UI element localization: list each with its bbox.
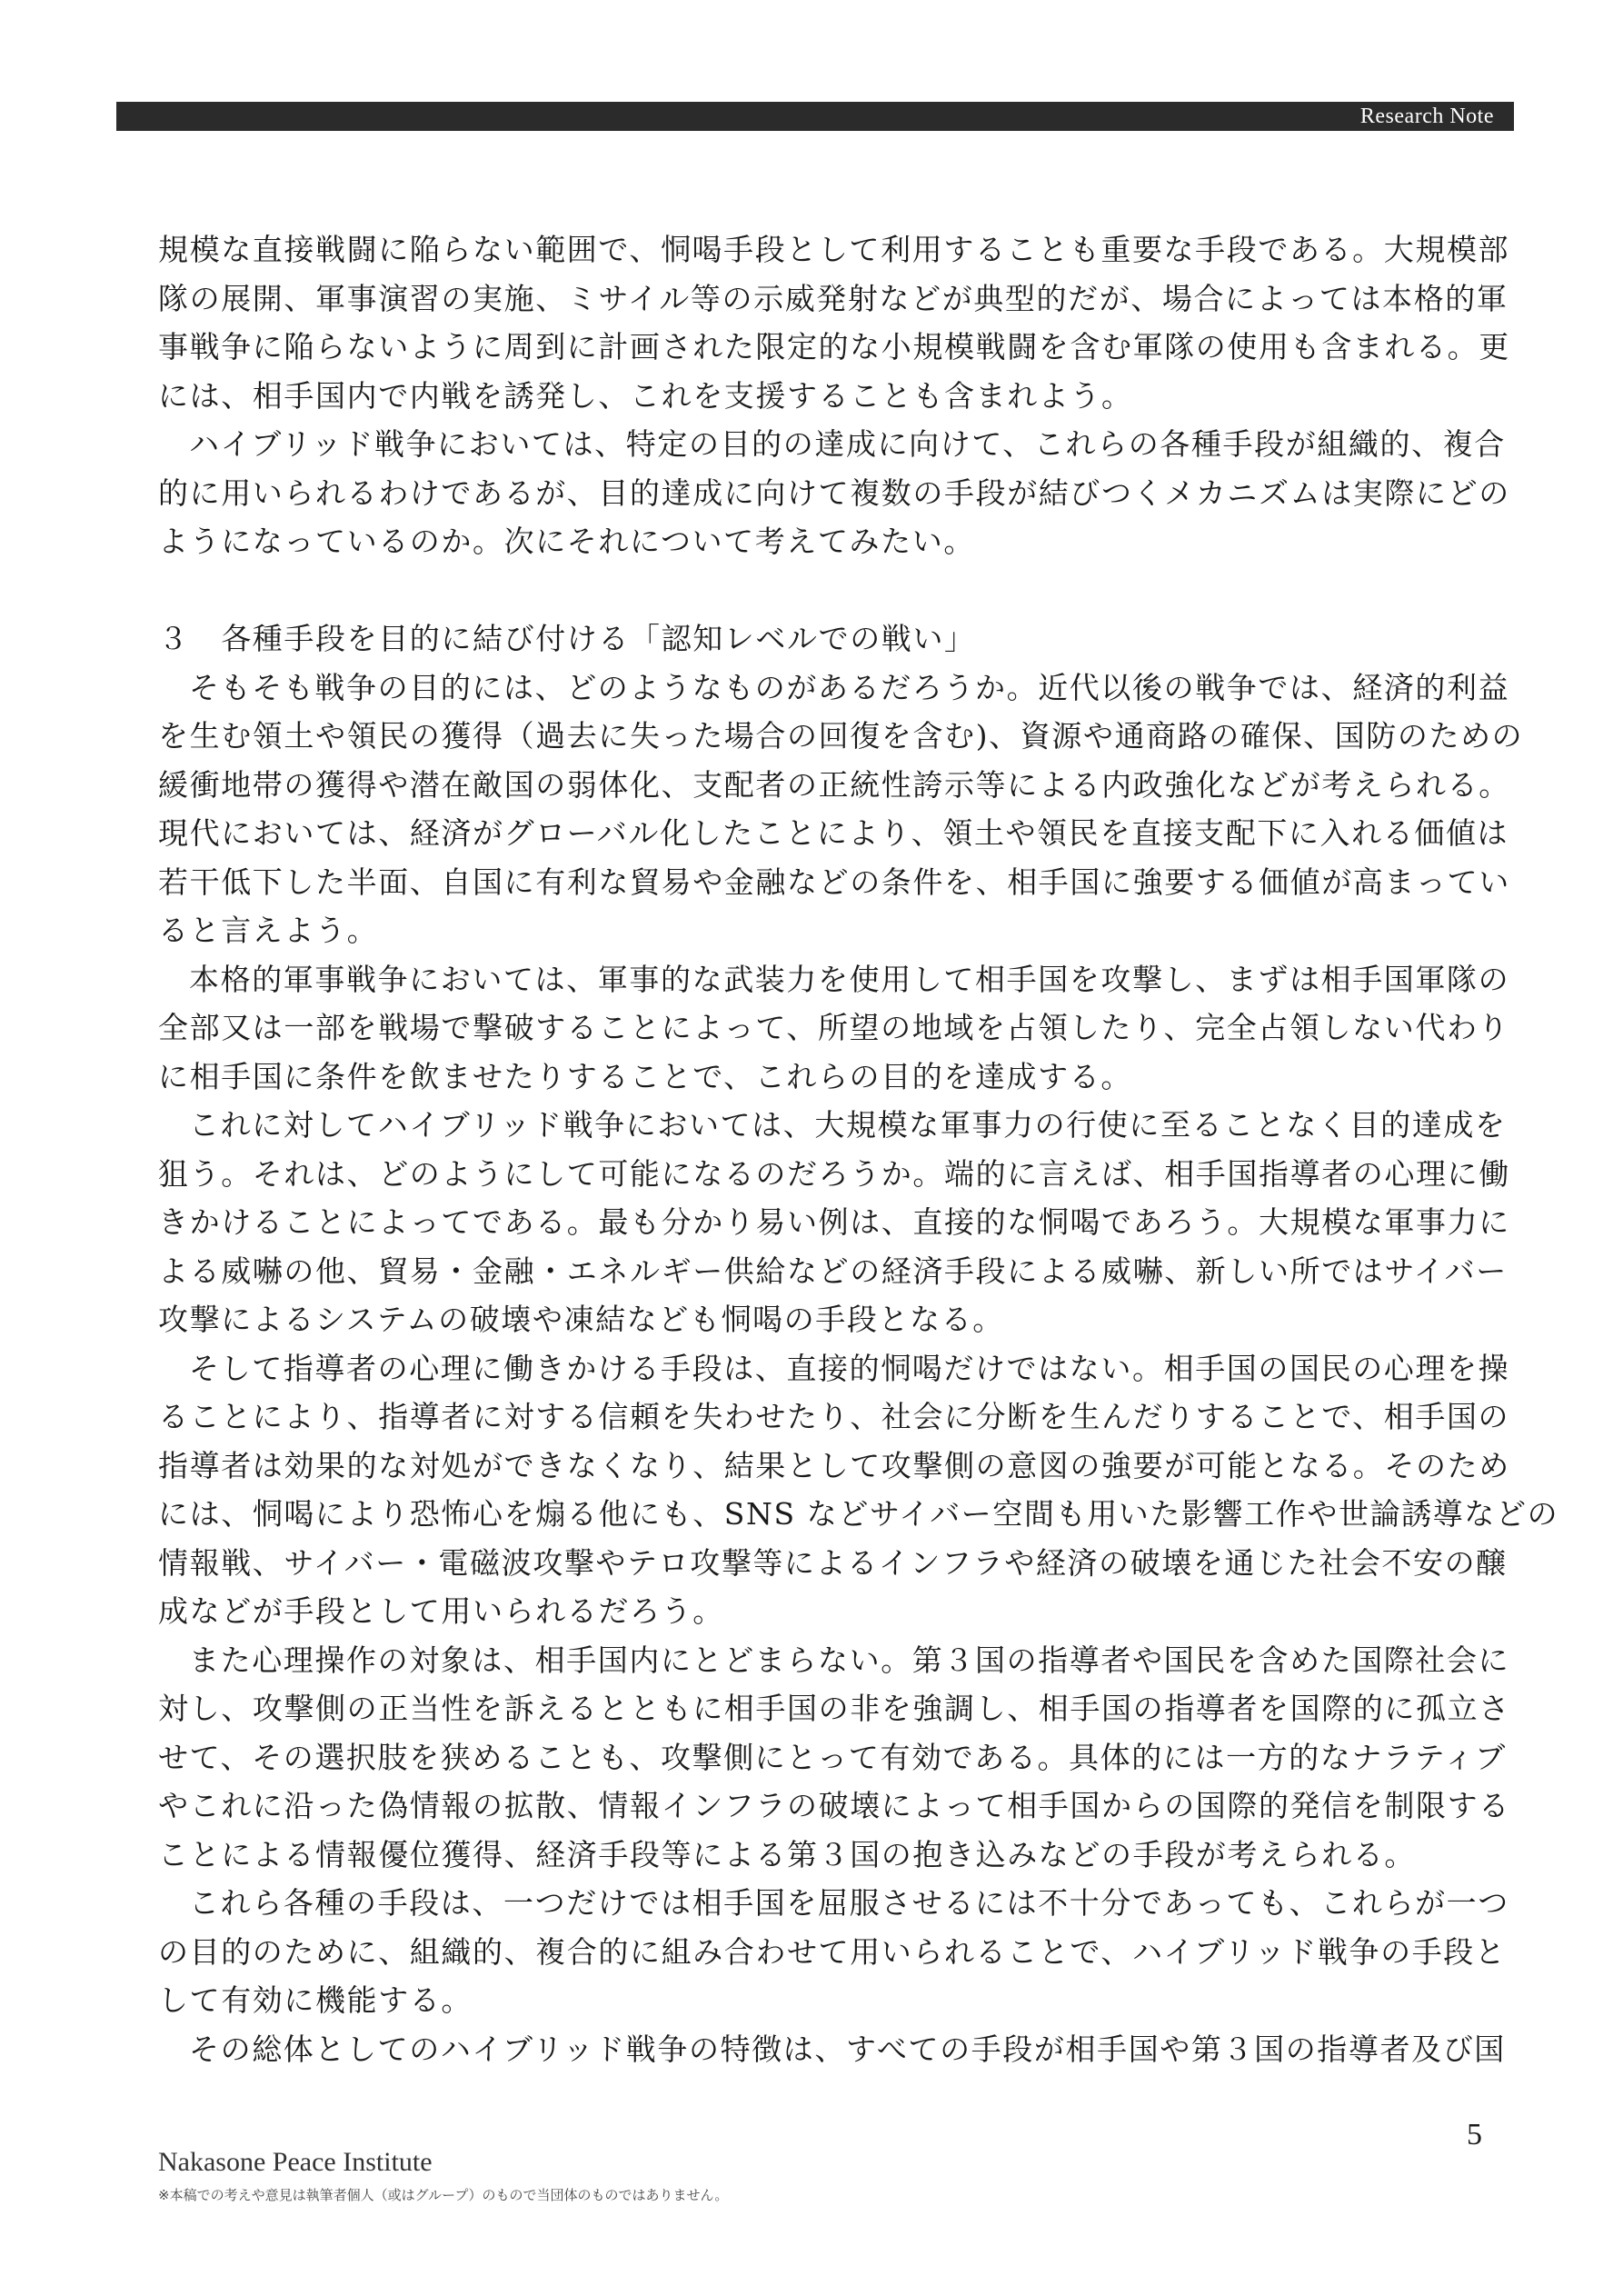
body-line: して有効に機能する。 (158, 1982, 473, 2018)
body-line: これら各種の手段は、一つだけでは相手国を屈服させるには不十分であっても、これらが一つ (189, 1885, 1509, 1921)
body-line: また心理操作の対象は、相手国内にとどまらない。第３国の指導者や国民を含めた国際社会に (189, 1642, 1510, 1678)
footer-institute-name: Nakasone Peace Institute (158, 2147, 433, 2177)
body-line: を生む領土や領民の獲得（過去に失った場合の回復を含む)、資源や通商路の確保、国防のための (158, 718, 1524, 754)
body-line: そもそも戦争の目的には、どのようなものがあるだろうか。近代以後の戦争では、経済的利益 (189, 669, 1510, 705)
body-line: その総体としてのハイブリッド戦争の特徴は、すべての手段が相手国や第３国の指導者及び国 (189, 2031, 1506, 2067)
body-line: 的に用いられるわけであるが、目的達成に向けて複数の手段が結びつくメカニズムは実際にどの (158, 474, 1510, 511)
body-line: 現代においては、経済がグローバル化したことにより、領土や領民を直接支配下に入れる価値は (158, 815, 1509, 851)
body-line: 成などが手段として用いられるだろう。 (158, 1593, 724, 1629)
body-line: ると言えよう。 (158, 913, 379, 948)
body-line: 全部又は一部を戦場で撃破することによって、所望の地域を占領したり、完全占領しない代わり (158, 1010, 1510, 1045)
body-line: 指導者は効果的な対処ができなくなり、結果として攻撃側の意図の強要が可能となる。そのため (158, 1447, 1510, 1483)
body-line: きかけることによってである。最も分かり易い例は、直接的な恫喝であろう。大規模な軍事力に (158, 1204, 1510, 1240)
body-line: よる威嚇の他、貿易・金融・エネルギー供給などの経済手段による威嚇、新しい所ではサイバー (158, 1253, 1508, 1289)
body-line: 攻撃によるシステムの破壊や凍結なども恫喝の手段となる。 (158, 1302, 1004, 1337)
body-line: やこれに沿った偽情報の拡散、情報インフラの破壊によって相手国からの国際的発信を制限する (158, 1788, 1510, 1823)
body-line: に相手国に条件を飲ませたりすることで、これらの目的を達成する。 (158, 1058, 1132, 1094)
body-line: ハイブリッド戦争においては、特定の目的の達成に向けて、これらの各種手段が組織的、複合 (189, 426, 1506, 462)
body-line: 隊の展開、軍事演習の実施、ミサイル等の示威発射などが典型的だが、場合によっては本格的軍 (158, 280, 1508, 316)
body-line: そして指導者の心理に働きかける手段は、直接的恫喝だけではない。相手国の国民の心理を操 (189, 1350, 1510, 1386)
body-line: ことによる情報優位獲得、経済手段等による第３国の抱き込みなどの手段が考えられる。 (158, 1836, 1416, 1872)
body-line: の目的のために、組織的、複合的に組み合わせて用いられることで、ハイブリッド戦争の手段と (158, 1933, 1507, 1970)
body-line: せて、その選択肢を狭めることも、攻撃側にとって有効である。具体的には一方的なナラティブ (158, 1739, 1507, 1775)
body-line: 対し、攻撃側の正当性を訴えるとともに相手国の非を強調し、相手国の指導者を国際的に孤立さ (158, 1691, 1510, 1726)
header-bar (116, 102, 1514, 131)
body-line: 規模な直接戦闘に陥らない範囲で、恫喝手段として利用することも重要な手段である。大規模部 (158, 232, 1510, 267)
body-line: ようになっているのか。次にそれについて考えてみたい。 (158, 524, 975, 559)
body-line: には、相手国内で内戦を誘発し、これを支援することも含まれよう。 (158, 377, 1133, 414)
body-line: には、恫喝により恐怖心を煽る他にも、SNS などサイバー空間も用いた影響工作や世論誘導などの (158, 1496, 1559, 1532)
body-line: 情報戦、サイバー・電磁波攻撃やテロ攻撃等によるインフラや経済の破壊を通じた社会不安の醸 (158, 1544, 1508, 1581)
body-line: ることにより、指導者に対する信頼を失わせたり、社会に分断を生んだりすることで、相手国の (158, 1399, 1510, 1434)
body-line: これに対してハイブリッド戦争においては、大規模な軍事力の行使に至ることなく目的達成を (189, 1107, 1507, 1143)
header-label: Research Note (1359, 105, 1494, 128)
body-line: 本格的軍事戦争においては、軍事的な武装力を使用して相手国を攻撃し、まずは相手国軍隊の (189, 961, 1510, 997)
article-body (158, 225, 1559, 2073)
body-line: 狙う。それは、どのようにして可能になるのだろうか。端的に言えば、相手国指導者の心理に働 (158, 1155, 1510, 1192)
body-line: 緩衝地帯の獲得や潜在敵国の弱体化、支配者の正統性誇示等による内政強化などが考えられる。 (158, 766, 1510, 803)
body-line: 事戦争に陥らないように周到に計画された限定的な小規模戦闘を含む軍隊の使用も含まれる。更 (158, 329, 1510, 364)
footer-disclaimer: ※本稿での考えや意見は執筆者個人（或はグループ）のもので当団体のものではありません。 (158, 2187, 729, 2203)
body-line: 若干低下した半面、自国に有利な貿易や金融などの条件を、相手国に強要する価値が高まってい (158, 863, 1510, 900)
page-number: 5 (1467, 2118, 1482, 2151)
section-heading: ３ 各種手段を目的に結び付ける「認知レベルでの戦い」 (158, 621, 976, 656)
section-gap (158, 566, 1485, 615)
